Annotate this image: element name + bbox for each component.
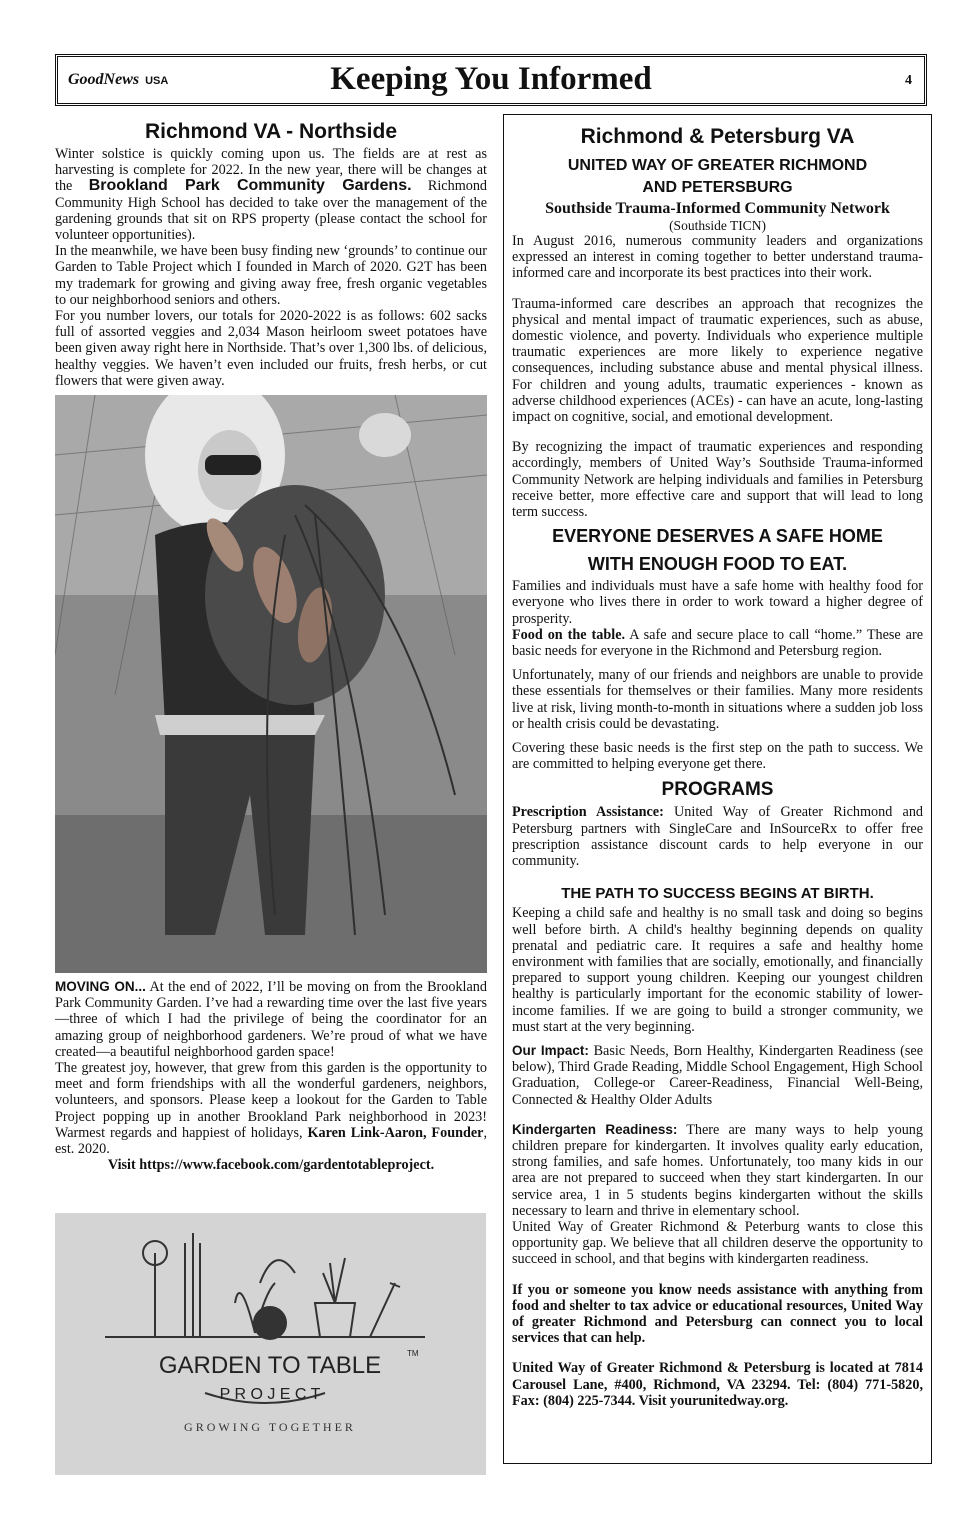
impact-paragraph: Our Impact: Basic Needs, Born Healthy, Kindergarten Readiness (see below), Third Grade Reading, Middle School Engagement, High School Graduation, College-or Career-Readiness, Financial Well-Being, Connected & Healthy Older Adults bbox=[512, 1042, 924, 1108]
logo-artwork bbox=[55, 1213, 486, 1475]
left-heading: Richmond VA - Northside bbox=[145, 120, 397, 143]
right-paragraph-3: By recognizing the impact of traumatic experiences and responding accordingly, members of United Way’s Southside Trauma-informed Community Network are helping individuals and families in Petersburg receive better, more effective care and support that will lead to long term success. bbox=[512, 439, 923, 521]
left-paragraph-2: In the meanwhile, we have been busy finding new ‘grounds’ to continue our Garden to Table Project which I founded in March of 2020. G2T has been my trademark for growing and giving away free, fresh organic vegetables to our neighborhood seniors and others. bbox=[55, 243, 487, 308]
org-line-2: AND PETERSBURG bbox=[642, 179, 793, 196]
logo-project: P R O J E C T bbox=[219, 1386, 321, 1403]
garden-to-table-logo bbox=[55, 1213, 486, 1475]
left-paragraph-3: For you number lovers, our totals for 2020-2022 is as follows: 602 sacks full of assorted veggies and 2,034 Mason heirloom sweet potatoes have been given away right here in Northside. That’s over 1,300 lbs. of delicious, healthy veggies. We haven’t even included our fruits, fresh herbs, or cut flowers that were given away. bbox=[55, 308, 487, 389]
logo-title: GARDEN TO TABLE bbox=[158, 1352, 382, 1379]
right-paragraph-7: Covering these basic needs is the first step on the path to success. We are committed to helping everyone get there. bbox=[512, 740, 923, 773]
right-paragraph-6: Unfortunately, many of our friends and neighbors are unable to provide these essentials for themselves or their families. Many more residents live at risk, living month-to-month in situations where a sudden job loss or health crisis could be devastating. bbox=[512, 667, 923, 732]
right-column bbox=[503, 114, 932, 1464]
photo-caption: MOVING ON... At the end of 2022, I’ll be moving on from the Brookland Park Community Garden. I’ve had a rewarding time over the last five years—three of which I had the privilege of being the coordinator for an amazing group of neighborhood gardeners. We’re proud of what we have created—a beautiful neighborhood garden space! bbox=[55, 979, 487, 1060]
photo-illustration bbox=[55, 395, 487, 973]
contact-paragraph: United Way of Greater Richmond & Petersburg is located at 7814 Carousel Lane, #400, Richmond, VA 23294. Tel: (804) 771-5820, Fax: (804) 225-7344. Visit yourunitedway.org. bbox=[512, 1360, 923, 1409]
page-header bbox=[55, 54, 927, 106]
path-heading: THE PATH TO SUCCESS BEGINS AT BIRTH. bbox=[561, 885, 874, 903]
right-paragraph-2: Trauma-informed care describes an approach that recognizes the physical and mental impact of traumatic experiences, such as abuse, domestic violence, and poverty. Individuals who experience multiple traumatic experiences are more likely to experience negative consequences, including substance abuse and mental physical illness. For children and young adults, traumatic experiences - known as adverse childhood experiences (ACEs) - can have an acute, long-lasting impact on cognitive, social, and emotional development. bbox=[512, 295, 923, 426]
left-column bbox=[55, 118, 487, 1173]
org-line-1: UNITED WAY OF GREATER RICHMOND bbox=[567, 157, 868, 174]
kindergarten-paragraph: Kindergarten Readiness: There are many ways to help young children prepare for kindergarten. It involves quality early education, strong families, and safe homes. Unfortunately, too many kids in our area are not prepared to succeed when they start kindergarten. In our service area, 1 in 5 students begins kindergarten without the skills necessary to learn and thrive in elementary school. bbox=[512, 1121, 923, 1219]
right-heading: Richmond & Petersburg VA bbox=[580, 125, 855, 148]
safe-home-heading-1: EVERYONE DESERVES A SAFE HOME bbox=[552, 526, 883, 547]
logo-trademark: TM bbox=[407, 1349, 419, 1358]
programs-heading: PROGRAMS bbox=[661, 779, 774, 801]
facebook-link[interactable]: Visit https://www.facebook.com/gardentotableproject. bbox=[107, 1157, 435, 1174]
brand-logo: GoodNews USA bbox=[68, 71, 169, 88]
logo-tagline: GROWING TOGETHER bbox=[184, 1420, 356, 1434]
right-paragraph-5: Food on the table. A safe and secure place to call “home.” These are basic needs for everyone in the Richmond and Petersburg region. bbox=[512, 626, 923, 660]
page-number: 4 bbox=[905, 73, 912, 88]
network-name: Southside Trauma-Informed Community Network bbox=[545, 200, 890, 217]
safe-home-heading-2: WITH ENOUGH FOOD TO EAT. bbox=[587, 554, 848, 575]
right-paragraph-11: If you or someone you know needs assistance with anything from food and shelter to tax advice or educational resources, United Way of greater Richmond and Petersburg can connect you to local services that can help. bbox=[512, 1281, 923, 1347]
network-abbr: (Southside TICN) bbox=[669, 218, 766, 233]
right-paragraph-4: Families and individuals must have a safe home with healthy food for everyone who lives there in order to work toward a higher degree of prosperity. bbox=[512, 578, 923, 627]
right-paragraph-1: In August 2016, numerous community leaders and organizations expressed an interest in coming together to better understand trauma-informed care and incorporate its best practices into their work. bbox=[512, 233, 923, 282]
left-paragraph-4: The greatest joy, however, that grew from this garden is the opportunity to meet and form friendships with all the wonderful gardeners, neighbors, volunteers, and sponsors. Please keep a lookout for the Garden to Table Project popping up in another Brookland Park neighborhood in 2023! Warmest regards and happiest of holidays, Karen Link-Aaron, Founder, est. 2020. bbox=[55, 1060, 488, 1158]
left-paragraph-1: Winter solstice is quickly coming upon us. The fields are at rest as harvesting is complete for 2022. In the new year, there will be changes at the Brookland Park Community Gardens. Richmond Community High School has decided to take over the management of the gardening grounds that sit on RPS property (please contact the school for volunteer opportunities). bbox=[55, 146, 488, 244]
garden-photo bbox=[55, 395, 487, 973]
section-title: Keeping You Informed bbox=[330, 61, 652, 97]
right-paragraph-10: United Way of Greater Richmond & Peterburg wants to close this opportunity gap. We believe that all children deserve the opportunity to succeed in school, and that begins with kindergarten readiness. bbox=[512, 1218, 923, 1268]
right-paragraph-9: Keeping a child safe and healthy is no small task and doing so begins well before birth. A child's healthy beginning depends on quality prenatal and pediatric care. It requires a safe and healthy home environment with families that are socially, emotionally, and financially prepared to support young children. Keeping our youngest children healthy is particularly important for the economic stability of lower-income families. If we are going to build a stronger community, we must start at the very beginning. bbox=[512, 905, 923, 1035]
prescription-paragraph: Prescription Assistance: United Way of Greater Richmond and Petersburg partners with SingleCare and InSourceRx to offer free prescription assistance discount cards to help everyone in our community. bbox=[512, 804, 924, 870]
